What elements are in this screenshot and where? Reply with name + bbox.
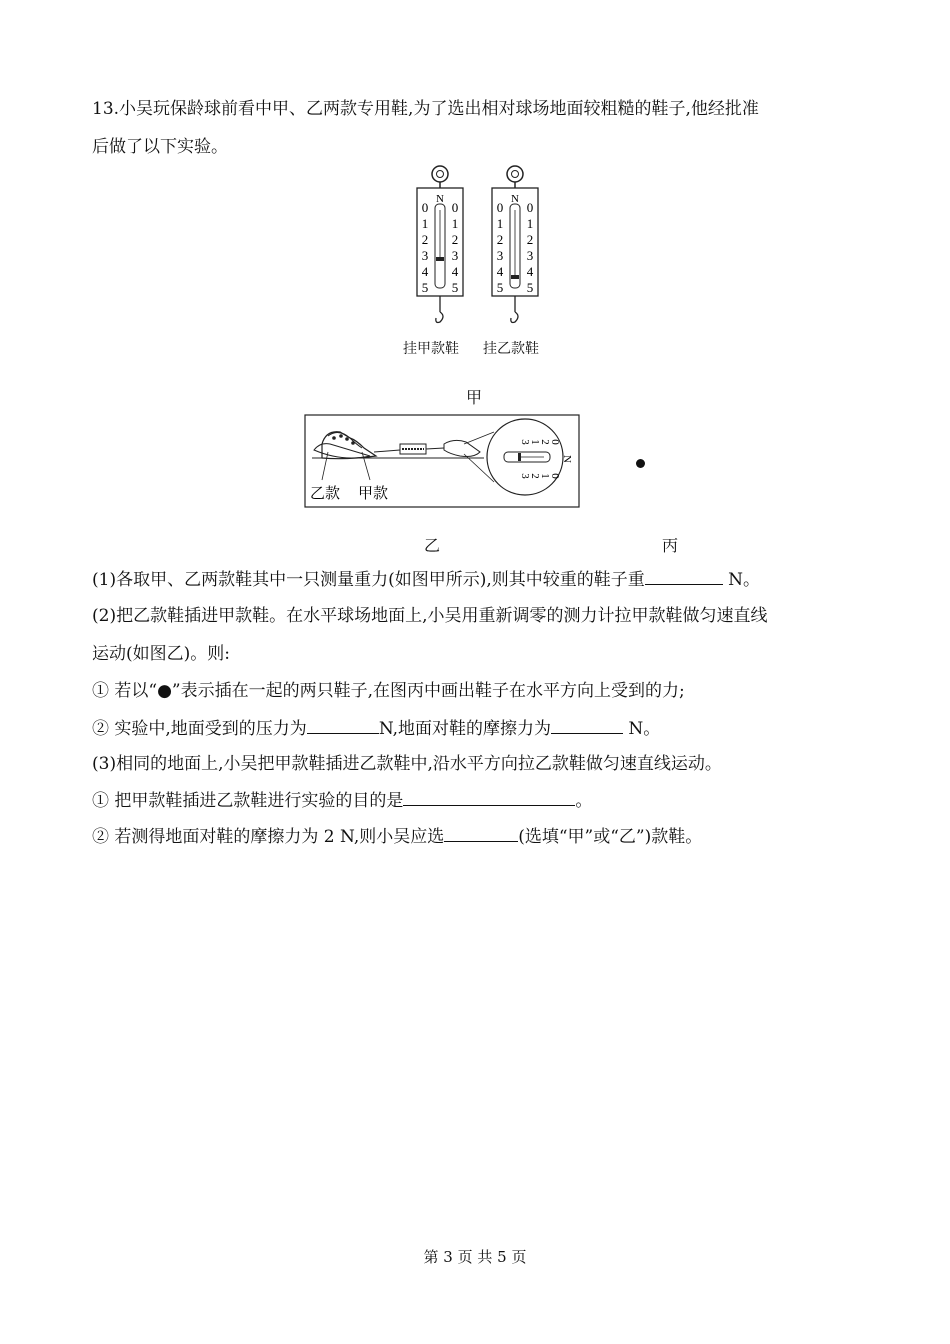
scale-tick-label: 2 <box>451 232 459 247</box>
figure-jia-spring-scales <box>405 160 565 340</box>
label-jia-shoe: 甲款 <box>358 484 389 502</box>
part-3-sub1 <box>92 789 592 812</box>
part-2-sub2 <box>92 717 660 740</box>
answer-blank-purpose[interactable] <box>403 789 575 806</box>
scale-tick-label: 5 <box>451 280 459 295</box>
question-number: 13. <box>92 99 120 119</box>
part-2-line2: 运动(如图乙)。则: <box>92 644 230 664</box>
intro-text-1: 小吴玩保龄球前看中甲、乙两款专用鞋,为了选出相对球场地面较粗糙的鞋子,他经批准 <box>119 99 759 119</box>
question-intro-line2: 后做了以下实验。 <box>92 137 228 157</box>
dial-label: 0 <box>549 473 561 479</box>
scale-tick-label: 3 <box>526 248 534 263</box>
scale-tick-label: 4 <box>451 264 459 279</box>
part-1 <box>92 568 760 591</box>
scale-tick-label: 4 <box>421 264 429 279</box>
part-2-line1: (2)把乙款鞋插进甲款鞋。在水平球场地面上,小吴用重新调零的测力计拉甲款鞋做匀速直线 <box>92 606 768 626</box>
scale-tick-label: 1 <box>451 216 459 231</box>
figure-yi-pull-experiment <box>304 414 580 508</box>
figure-yi-label: 乙 <box>424 536 441 555</box>
scale-unit-left: N <box>436 193 444 205</box>
part-3-sub2 <box>92 825 702 848</box>
scale-tick-label: 0 <box>451 200 459 215</box>
scale-tick-label: 5 <box>496 280 504 295</box>
scale-tick-label: 0 <box>526 200 534 215</box>
part-1-text: (1)各取甲、乙两款鞋其中一只测量重力(如图甲所示),则其中较重的鞋子重 <box>92 570 645 590</box>
part-3-sub1-text-a: ① 把甲款鞋插进乙款鞋进行实验的目的是 <box>92 791 404 811</box>
dial-label: 1 <box>529 439 541 445</box>
scale-tick-label: 0 <box>421 200 429 215</box>
dial-label: 0 <box>549 439 561 445</box>
scale-tick-label: 3 <box>421 248 429 263</box>
part-3-sub2-text-b: (选填“甲”或“乙”)款鞋。 <box>518 827 703 847</box>
part-2-sub2-text-b: N,地面对鞋的摩擦力为 <box>378 719 552 739</box>
scale-tick-label: 1 <box>496 216 504 231</box>
scale-tick-label: 2 <box>526 232 534 247</box>
dial-label: 2 <box>529 473 541 479</box>
part-3-line1: (3)相同的地面上,小吴把甲款鞋插进乙款鞋中,沿水平方向拉乙款鞋做匀速直线运动。 <box>92 754 722 774</box>
caption-hang-jia: 挂甲款鞋 <box>403 341 459 357</box>
scale-tick-label: 4 <box>496 264 504 279</box>
scale-tick-label: 2 <box>421 232 429 247</box>
label-yi-shoe: 乙款 <box>310 484 341 502</box>
scale-tick-label: 1 <box>526 216 534 231</box>
scale-tick-label: 1 <box>421 216 429 231</box>
figure-bing-dot <box>636 459 645 468</box>
part-3-sub2-text-a: ② 若测得地面对鞋的摩擦力为 2 N,则小吴应选 <box>92 827 445 847</box>
scale-tick-label: 3 <box>496 248 504 263</box>
part-2-sub2-text-a: ② 实验中,地面受到的压力为 <box>92 719 307 739</box>
scale-tick-label: 5 <box>421 280 429 295</box>
answer-blank-friction[interactable] <box>551 717 623 734</box>
answer-blank-weight[interactable] <box>645 568 723 585</box>
part-3-sub1-text-b: 。 <box>575 791 593 811</box>
dial-label: 3 <box>519 439 531 445</box>
part-1-suffix: N。 <box>722 570 761 590</box>
dial-unit: N <box>561 455 573 463</box>
figure-bing-label: 丙 <box>662 536 679 555</box>
dial-label: 2 <box>539 439 551 445</box>
part-2-sub2-text-c: N。 <box>623 719 661 739</box>
question-intro-line1 <box>92 98 759 120</box>
scale-tick-label: 3 <box>451 248 459 263</box>
scale-tick-label: 5 <box>526 280 534 295</box>
dial-label: 3 <box>519 473 531 479</box>
dial-label: 1 <box>539 473 551 479</box>
scale-tick-label: 4 <box>526 264 534 279</box>
part-2-sub1: ① 若以“●”表示插在一起的两只鞋子,在图丙中画出鞋子在水平方向上受到的力; <box>92 681 685 701</box>
scale-tick-label: 0 <box>496 200 504 215</box>
answer-blank-choice[interactable] <box>444 825 518 842</box>
page-footer: 第 3 页 共 5 页 <box>423 1248 527 1266</box>
scale-tick-label: 2 <box>496 232 504 247</box>
caption-hang-yi: 挂乙款鞋 <box>483 341 539 357</box>
figure-jia-label: 甲 <box>466 388 483 407</box>
scale-unit-right: N <box>511 193 519 205</box>
answer-blank-pressure[interactable] <box>307 717 379 734</box>
